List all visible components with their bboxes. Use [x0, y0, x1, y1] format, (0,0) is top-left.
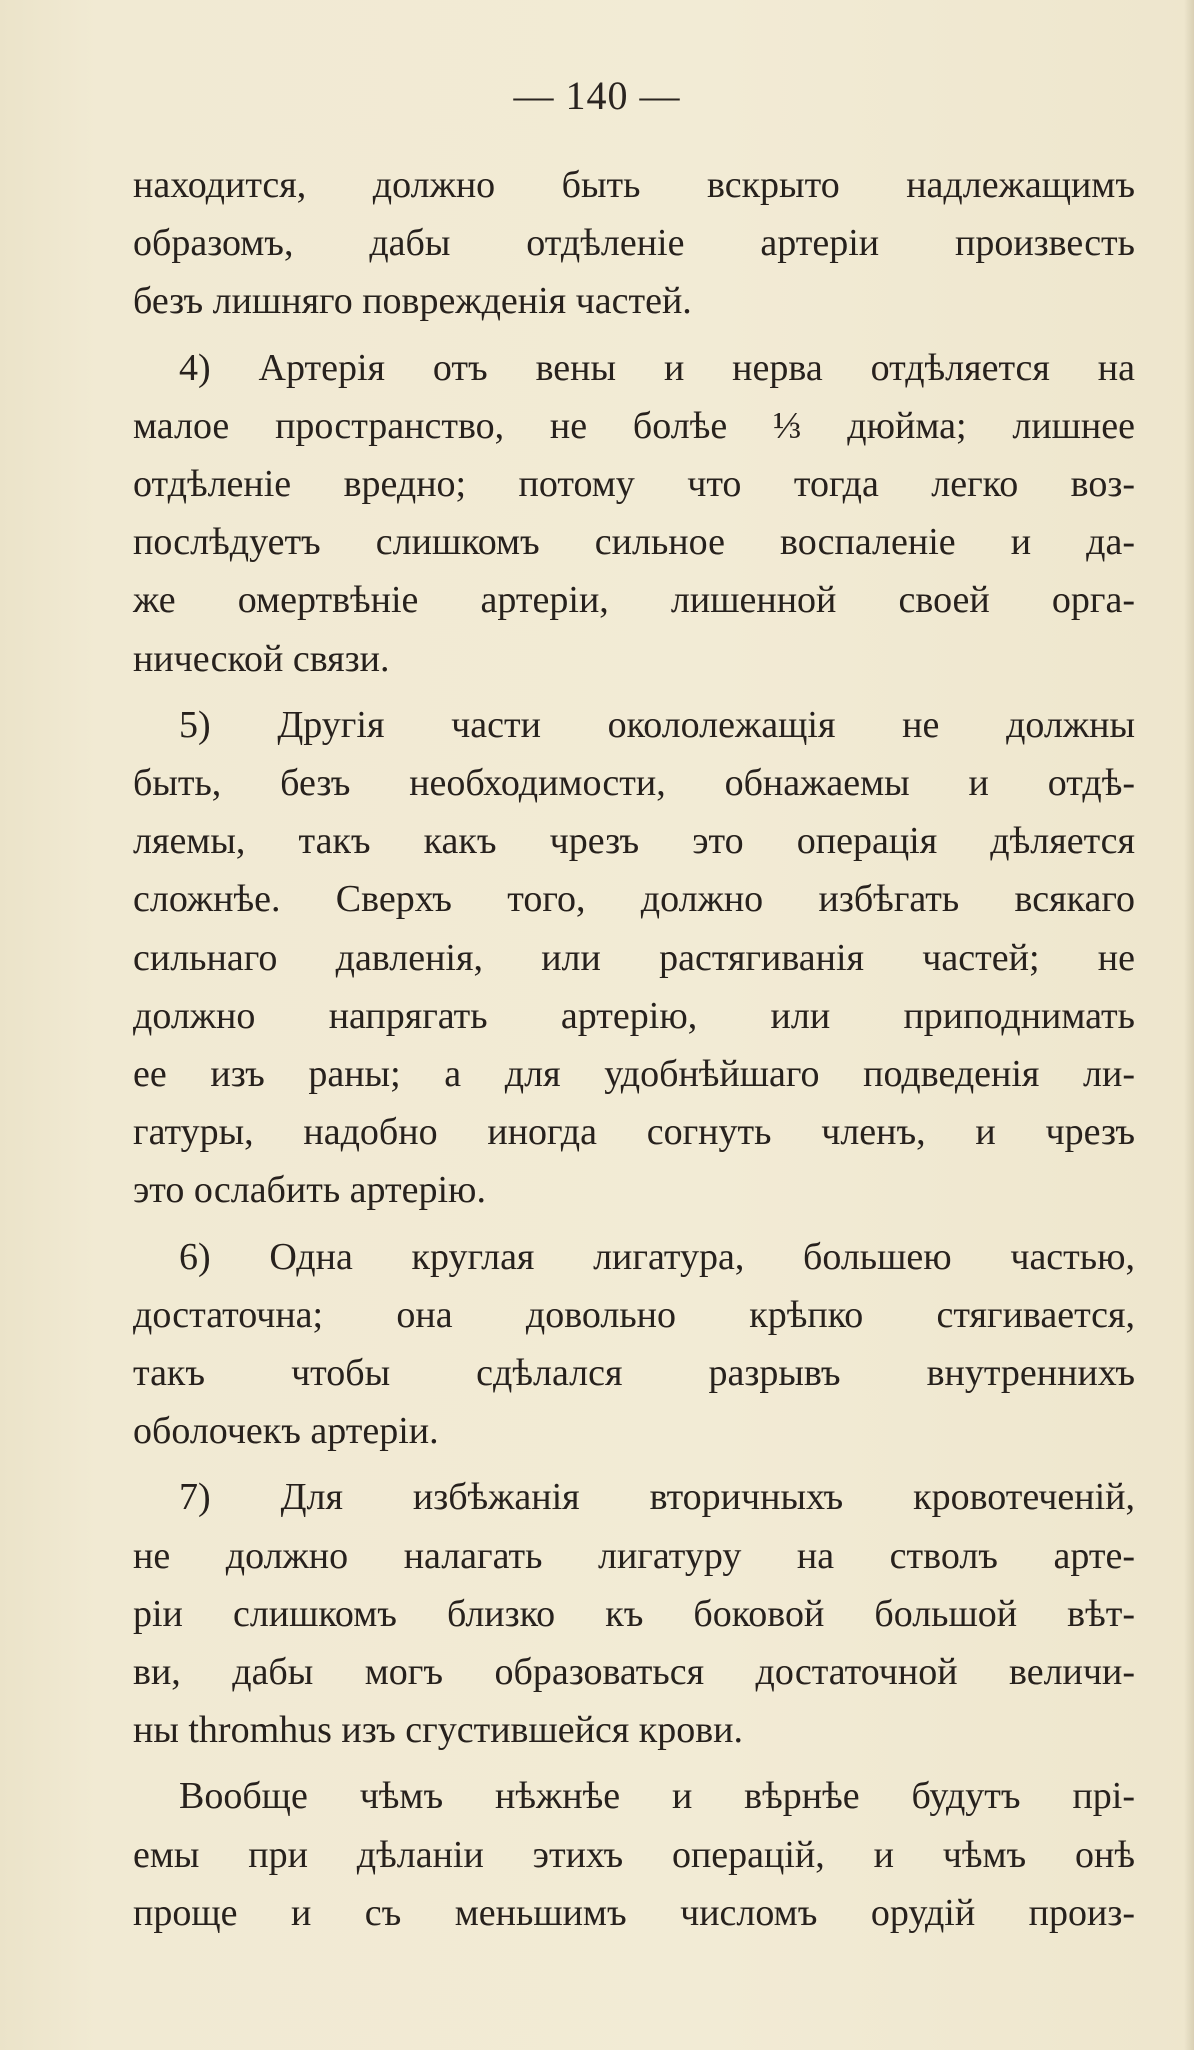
- text-line: достаточна; она довольно крѣпко стягивается,: [133, 1293, 1135, 1336]
- text-line: проще и съ меньшимъ числомъ орудій произ-: [133, 1891, 1135, 1934]
- text-line: 7) Для избѣжанія вторичныхъ кровотеченій,: [179, 1476, 1135, 1519]
- text-line: ви, дабы могъ образоваться достаточной величи-: [133, 1651, 1135, 1694]
- paragraph-gap: [133, 1460, 1135, 1468]
- text-line: находится, должно быть вскрыто надлежащимъ: [133, 164, 1135, 206]
- text-line: же омертвѣніе артеріи, лишенной своей орга-: [133, 579, 1135, 622]
- paragraph-item-7: [133, 1468, 1135, 1759]
- paragraph-item-4: [133, 339, 1135, 688]
- paragraph-gap: [133, 1759, 1135, 1767]
- page-edge-shadow: [1184, 0, 1194, 2050]
- text-line: это ослабить артерію.: [133, 1169, 486, 1212]
- text-line: не должно налагать лигатуру на стволъ арте-: [133, 1534, 1135, 1577]
- text-line: емы при дѣланіи этихъ операцій, и чѣмъ онѣ: [133, 1833, 1135, 1876]
- text-line: безъ лишняго поврежденія частей.: [133, 280, 692, 323]
- text-line: такъ чтобы сдѣлался разрывъ внутреннихъ: [133, 1352, 1135, 1395]
- text-line: малое пространство, не болѣе ⅓ дюйма; лишнее: [133, 404, 1135, 447]
- text-line: нической связи.: [133, 637, 390, 680]
- text-line: послѣдуетъ слишкомъ сильное воспаленіе и да-: [133, 521, 1135, 564]
- paragraph-gap: [133, 331, 1135, 339]
- text-line: 6) Одна круглая лигатура, большею частью,: [179, 1235, 1135, 1278]
- paragraph-item-5: [133, 696, 1135, 1220]
- text-line: ее изъ раны; а для удобнѣйшаго подведенія ли-: [133, 1053, 1135, 1096]
- text-line: Вообще чѣмъ нѣжнѣе и вѣрнѣе будутъ прі-: [179, 1775, 1135, 1818]
- text-line: сложнѣе. Сверхъ того, должно избѣгать всякаго: [133, 878, 1135, 921]
- text-line: ляемы, такъ какъ чрезъ это операція дѣляется: [133, 820, 1135, 863]
- text-line: отдѣленіе вредно; потому что тогда легко воз-: [133, 463, 1135, 506]
- text-line: должно напрягать артерію, или приподнимать: [133, 994, 1135, 1037]
- paragraph-continuation: [133, 156, 1135, 331]
- page-text: [133, 156, 1135, 1942]
- paragraph-general: [133, 1767, 1135, 1942]
- paragraph-item-6: [133, 1228, 1135, 1461]
- text-line: 4) Артерія отъ вены и нерва отдѣляется на: [179, 346, 1135, 389]
- text-line: быть, безъ необходимости, обнажаемы и отдѣ-: [133, 762, 1135, 805]
- text-line: ны thromhus изъ сгустившейся крови.: [133, 1709, 744, 1752]
- paragraph-gap: [133, 1220, 1135, 1228]
- text-line: сильнаго давленія, или растягиванія частей; не: [133, 936, 1135, 979]
- paragraph-gap: [133, 688, 1135, 696]
- text-line: гатуры, надобно иногда согнуть членъ, и чрезъ: [133, 1111, 1135, 1154]
- text-line: 5) Другія части окололежащія не должны: [179, 703, 1135, 746]
- page-number: — 140 —: [513, 73, 681, 118]
- text-line: образомъ, дабы отдѣленіе артеріи произвесть: [133, 222, 1135, 265]
- text-line: оболочекъ артеріи.: [133, 1410, 439, 1453]
- text-line: ріи слишкомъ близко къ боковой большой вѣт-: [133, 1592, 1135, 1635]
